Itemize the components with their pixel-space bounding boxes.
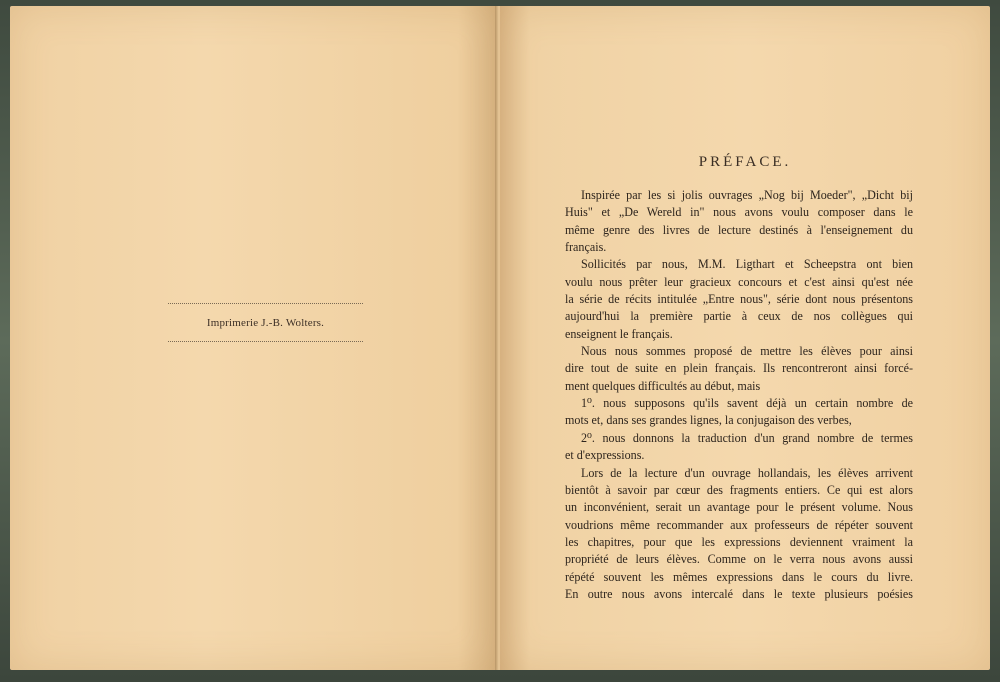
text-line: les chapitres, pour que les expressions deviennent vraiment la [565,534,913,549]
preface-title: PRÉFACE. [698,154,792,170]
text-line: français. [565,240,607,255]
text-line: En outre nous avons intercalé dans le texte plusieurs poésies [565,586,913,601]
text-line: Inspirée par les si jolis ouvrages „Nog bij Moeder", „Dicht bij [581,188,913,202]
printer-line: Imprimerie J.-B. Wolters. [206,316,325,329]
text-line: propriété de leurs élèves. Comme on le verra nous avons aussi [565,552,913,567]
text-line: répété souvent les mêmes expressions dans le cours du livre. [565,569,913,584]
text-line: dire tout de suite en plein français. Ils rencontreront ainsi forcé- [565,361,913,376]
text-line: Sollicités par nous, M.M. Ligthart et Scheepstra ont bien [581,257,913,272]
printer-imprint [168,303,363,342]
text-line: voulu nous prêter leur gracieux concours et c'est ainsi qu'est née [565,274,913,289]
text-line: enseignent le français. [565,326,673,341]
text-line: bientôt à savoir par cœur des fragments entiers. Ce qui est alors [565,482,913,497]
text-line: Nous nous sommes proposé de mettre les élèves pour ainsi [581,344,913,359]
text-line: ment quelques difficultés au début, mais [565,378,761,393]
text-line: la série de récits intitulée „Entre nous", série dont nous présentons [565,292,913,307]
text-line: Huis" et „De Wereld in" nous avons voulu composer dans le [565,205,913,220]
text-line: un inconvénient, serait un avantage pour le présent volume. Nous [565,500,913,515]
text-line: et d'expressions. [565,448,645,463]
text-line: mots et, dans ses grandes lignes, la conjugaison des verbes, [565,413,852,428]
text-line: aujourd'hui la première partie à ceux de nos collègues qui [565,309,913,324]
text-line: voudrions même recommander aux professeurs de répéter souvent [565,517,913,532]
text-line: 2⁰. nous donnons la traduction d'un grand nombre de termes [581,430,913,445]
preface-body [565,187,913,603]
text-line: Lors de la lecture d'un ouvrage hollandais, les élèves arrivent [581,465,913,480]
text-line: même genre des livres de lecture destinés à l'enseignement du [565,222,913,237]
text-line: 1⁰. nous supposons qu'ils savent déjà un certain nombre de [581,396,913,411]
